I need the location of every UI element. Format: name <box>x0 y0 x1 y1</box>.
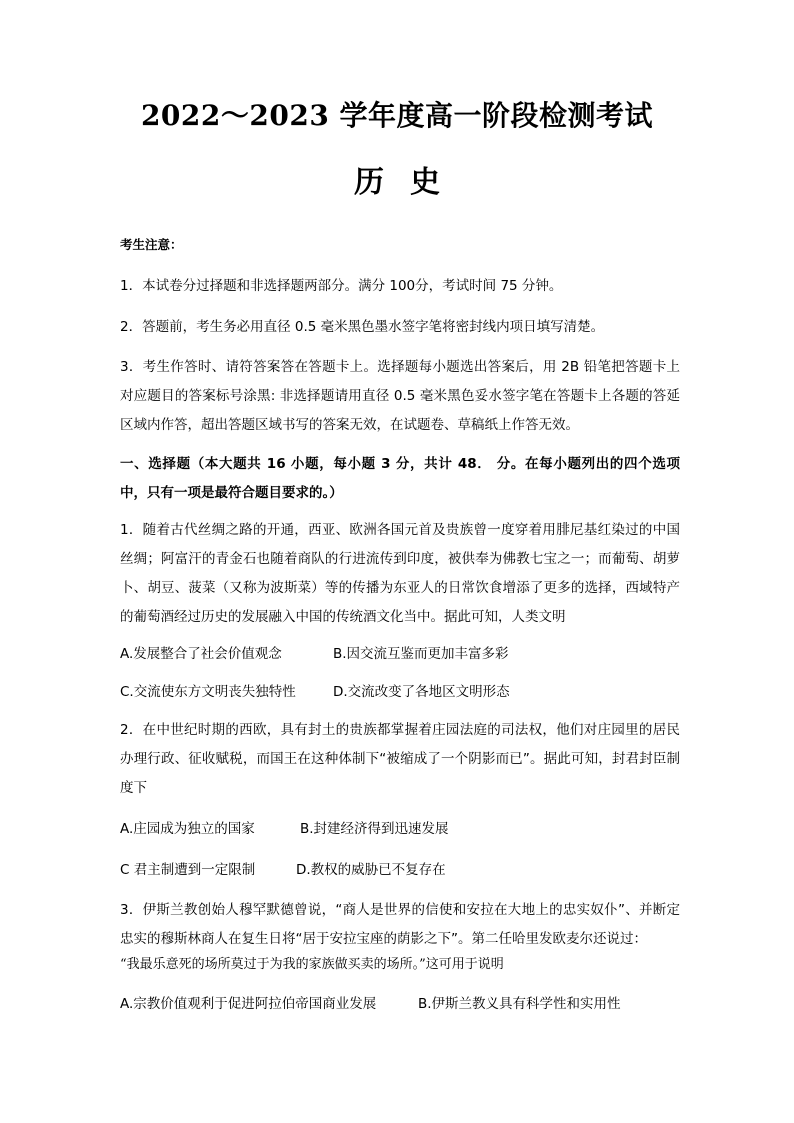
question-3-quote: “我最乐意死的场所莫过于为我的家族做买卖的场所。”这可用于说明 <box>120 957 504 972</box>
question-3-stem: 3．伊斯兰教创始人穆罕默德曾说，“商人是世界的信使和安拉在大地上的忠实奴仆”、并断定忠实的穆斯林商人在复生日将“居于安拉宝座的荫影之下”。第二任哈里发欧麦尔还说过： <box>120 902 680 947</box>
option-c: C 君主制遭到一定限制 <box>120 862 256 878</box>
notice-item: 2．答题前，考生务必用直径 0.5 毫米黑色墨水签字笔将密封线内项日填写清楚。 <box>120 319 605 335</box>
option-a: A.庄园成为独立的国家 <box>120 821 255 837</box>
option-b: B.因交流互鉴而更加丰富多彩 <box>333 646 509 662</box>
section-heading: 一、选择题（本大题共 16 小题，每小题 3 分，共计 48． 分。在每小题列出的四个选项中，只有一项是最符合题目要求的。） <box>120 456 680 501</box>
option-a: A.发展整合了社会价值观念 <box>120 646 282 662</box>
exam-title: 2022～2023 学年度高一阶段检测考试 <box>140 99 654 132</box>
question-2-stem: 2．在中世纪时期的西欧，具有封土的贵族都掌握着庄园法庭的司法权，他们对庄园里的居民办理行政、征收赋税，而国王在这种体制下“被缩成了一个阴影而已”。据此可知，封君封臣制度下 <box>120 722 680 796</box>
option-a: A.宗教价值观利于促进阿拉伯帝国商业发展 <box>120 996 377 1012</box>
option-b: B.伊斯兰教义具有科学性和实用性 <box>418 996 621 1012</box>
option-d: D.交流改变了各地区文明形态 <box>333 684 510 700</box>
notice-label: 考生注意： <box>120 237 183 252</box>
notice-item: 3．考生作答时、请符答案答在答题卡上。选择题每小题选出答案后，用 2B 铅笔把答题卡上对应题目的答案标号涂黑: 非选择题请用直径 0.5 毫米黑色妥水签字笔在答题卡上各题的答延区域内作答，超出答题区域书写的答案无效，在试题卷、草稿纸上作答无效。 <box>120 359 680 433</box>
subject-title: 历史 <box>354 165 466 200</box>
notice-item: 1．本试卷分过择题和非选择题两部分。满分 100分，考试时间 75 分钟。 <box>120 278 563 294</box>
option-b: B.封建经济得到迅速发展 <box>300 821 449 837</box>
option-d: D.教权的威胁已不复存在 <box>296 862 446 878</box>
question-1-stem: 1．随着古代丝绸之路的开通，西亚、欧洲各国元首及贵族曾一度穿着用腓尼基红染过的中国丝绸；阿富汗的青金石也随着商队的行进流传到印度，被供奉为佛教七宝之一；而葡萄、胡萝卜、胡豆、菠菜（又称为波斯菜）等的传播为东亚人的日常饮食增添了更多的选择，西域特产的葡萄酒经过历史的发展融入中国的传统酒文化当中。据此可知，人类文明 <box>120 522 680 625</box>
option-c: C.交流使东方文明丧失独特性 <box>120 684 296 700</box>
